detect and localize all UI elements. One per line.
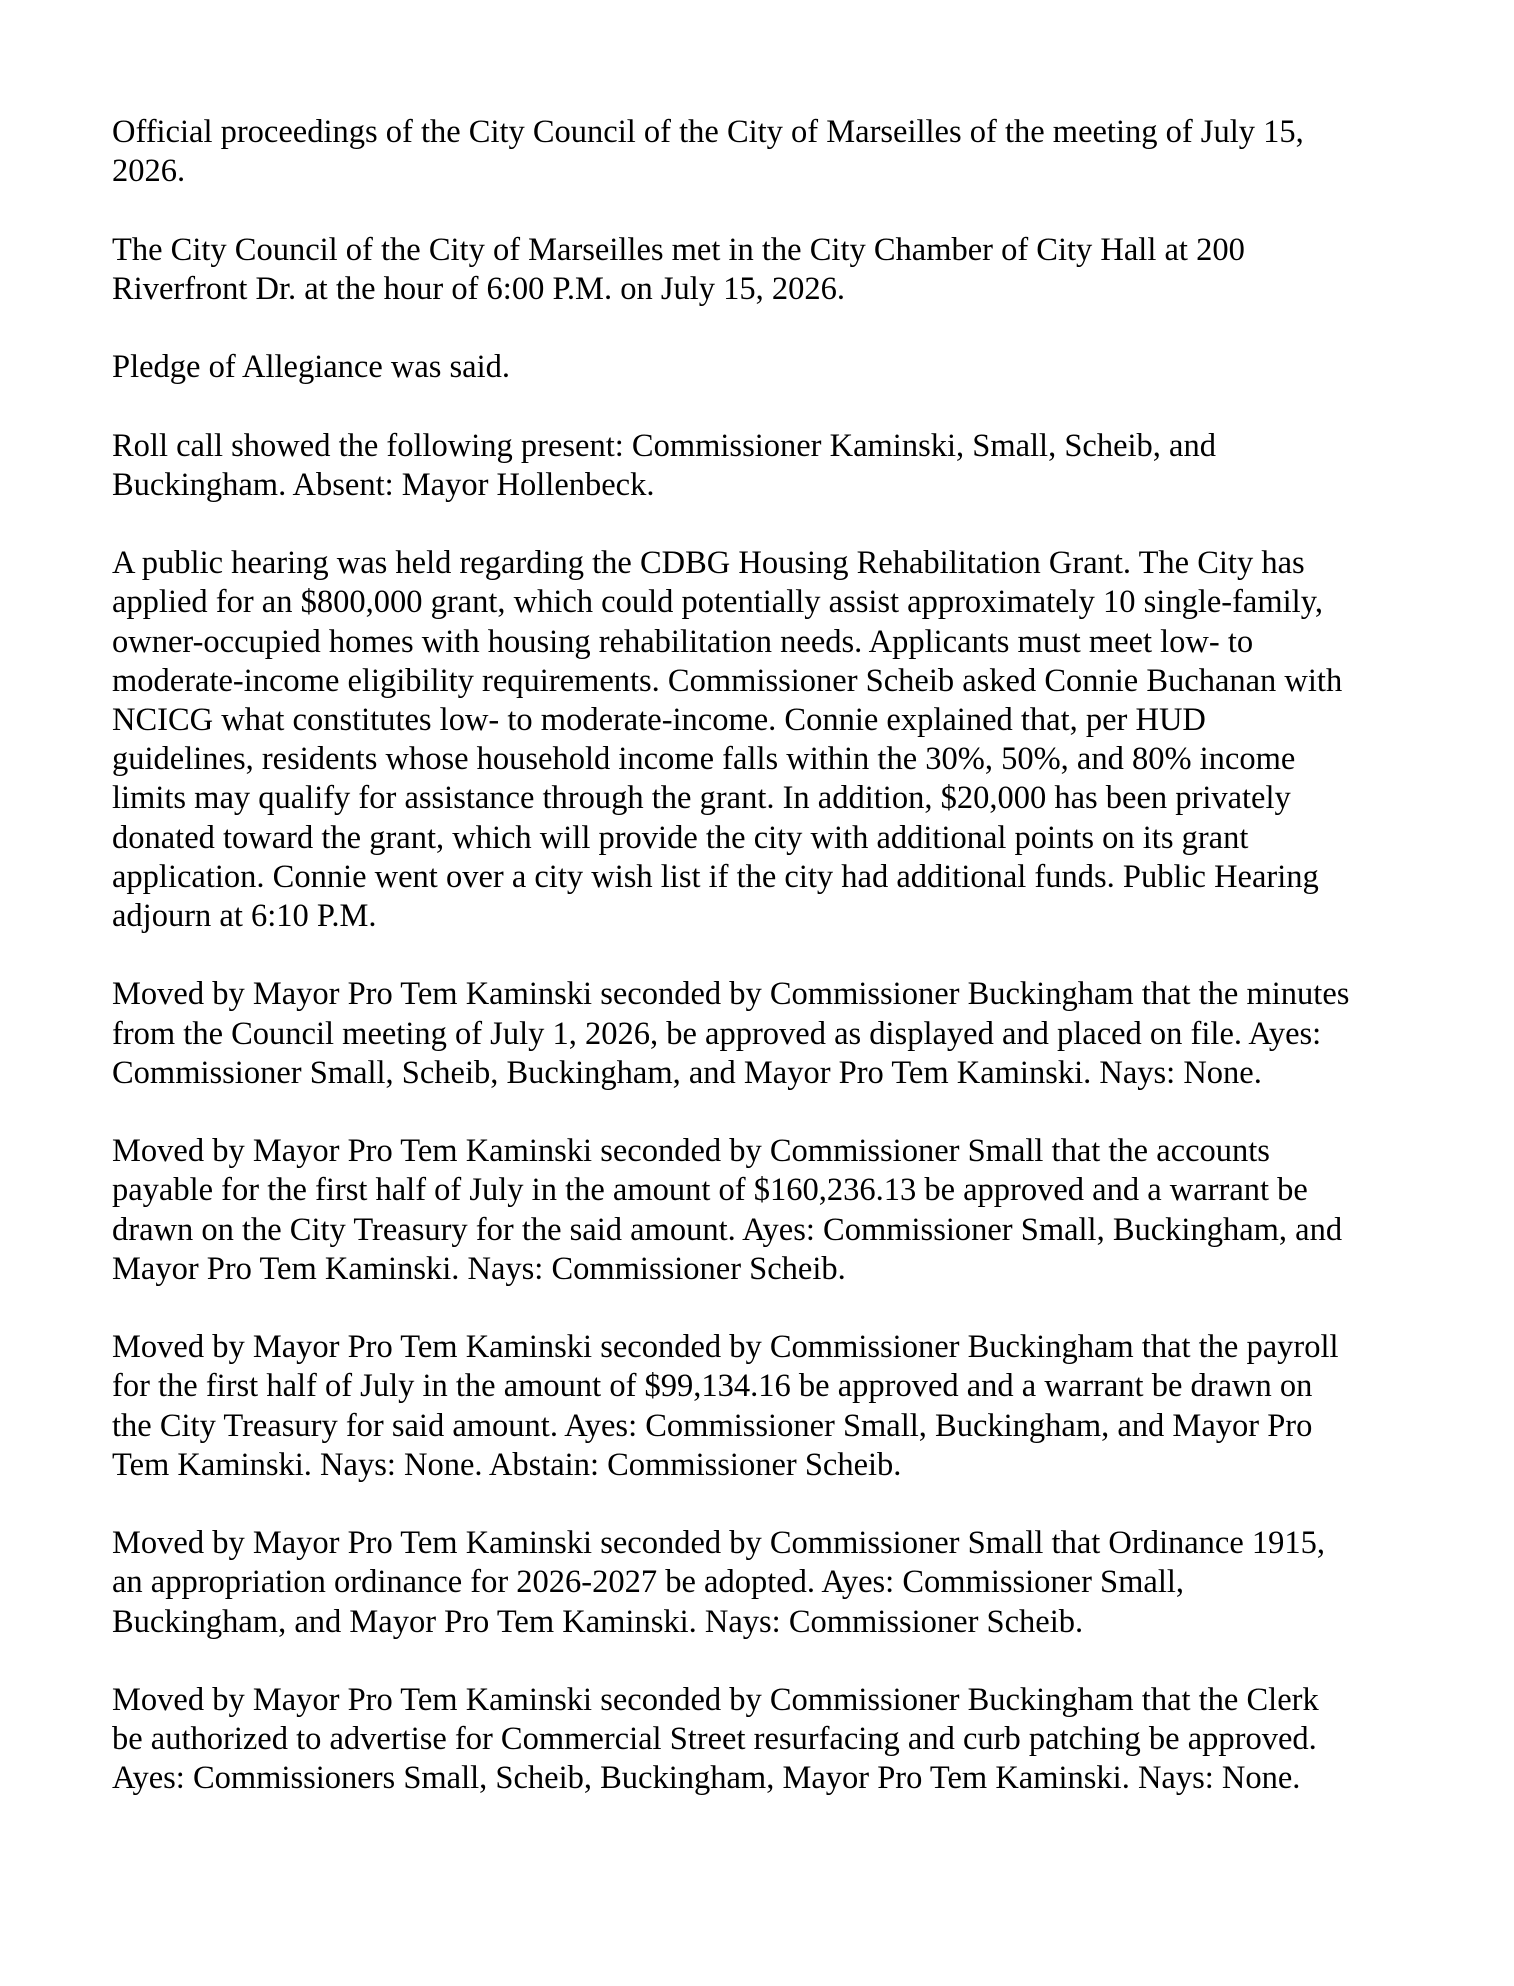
document-body [112,113,1352,1838]
proceedings-intro-paragraph: Official proceedings of the City Council of the City of Marseilles of the meeting of July 15, 2026. [112,114,1304,190]
payroll-motion-paragraph: Moved by Mayor Pro Tem Kaminski seconded by Commissioner Buckingham that the payroll for the first half of July in the amount of $99,134.16 be approved and a warrant be drawn on the City Treasury for said amount. Ayes: Commissioner Small, Buckingham, and Mayor Pro Tem Kaminski. Nays: None. Abstain: Commissioner Scheib. [112,1329,1339,1483]
accounts-payable-motion-paragraph: Moved by Mayor Pro Tem Kaminski seconded by Commissioner Small that the accounts payable for the first half of July in the amount of $160,236.13 be approved and a warrant be drawn on the City Treasury for the said amount. Ayes: Commissioner Small, Buckingham, and Mayor Pro Tem Kaminski. Nays: Commissioner Scheib. [112,1133,1343,1287]
resurfacing-motion-paragraph: Moved by Mayor Pro Tem Kaminski seconded by Commissioner Buckingham that the Clerk be authorized to advertise for Commercial Street resurfacing and curb patching be approved. Ayes: Commissioners Small, Scheib, Buckingham, Mayor Pro Tem Kaminski. Nays: None. [112,1681,1319,1797]
pledge-paragraph: Pledge of Allegiance was said. [112,349,511,386]
meeting-location-paragraph: The City Council of the City of Marseilles met in the City Chamber of City Hall at 200 Riverfront Dr. at the hour of 6:00 P.M. on July 15, 2026. [112,231,1245,307]
public-hearing-paragraph: A public hearing was held regarding the CDBG Housing Rehabilitation Grant. The City has applied for an $800,000 grant, which could potentially assist approximately 10 single-family, owner-occupied homes with housing rehabilitation needs. Applicants must meet low- to moderate-income eligibility requirements. Commissioner Scheib asked Connie Buchanan with NCICG what constitutes low- to moderate-income. Connie explained that, per HUD guidelines, residents whose household income falls within the 30%, 50%, and 80% income limits may qualify for assistance through the grant. In addition, $20,000 has been privately donated toward the grant, which will provide the city with additional points on its grant application. Connie went over a city wish list if the city had additional funds. Public Hearing adjourn at 6:10 P.M. [112,545,1343,934]
ordinance-motion-paragraph: Moved by Mayor Pro Tem Kaminski seconded by Commissioner Small that Ordinance 1915, an appropriation ordinance for 2026-2027 be adopted. Ayes: Commissioner Small, Buckingham, and Mayor Pro Tem Kaminski. Nays: Commissioner Scheib. [112,1525,1326,1640]
roll-call-paragraph: Roll call showed the following present: Commissioner Kaminski, Small, Scheib, and Buckingham. Absent: Mayor Hollenbeck. [112,427,1216,503]
minutes-motion-paragraph: Moved by Mayor Pro Tem Kaminski seconded by Commissioner Buckingham that the minutes from the Council meeting of July 1, 2026, be approved as displayed and placed on file. Ayes: Commissioner Small, Scheib, Buckingham, and Mayor Pro Tem Kaminski. Nays: None. [112,976,1350,1091]
